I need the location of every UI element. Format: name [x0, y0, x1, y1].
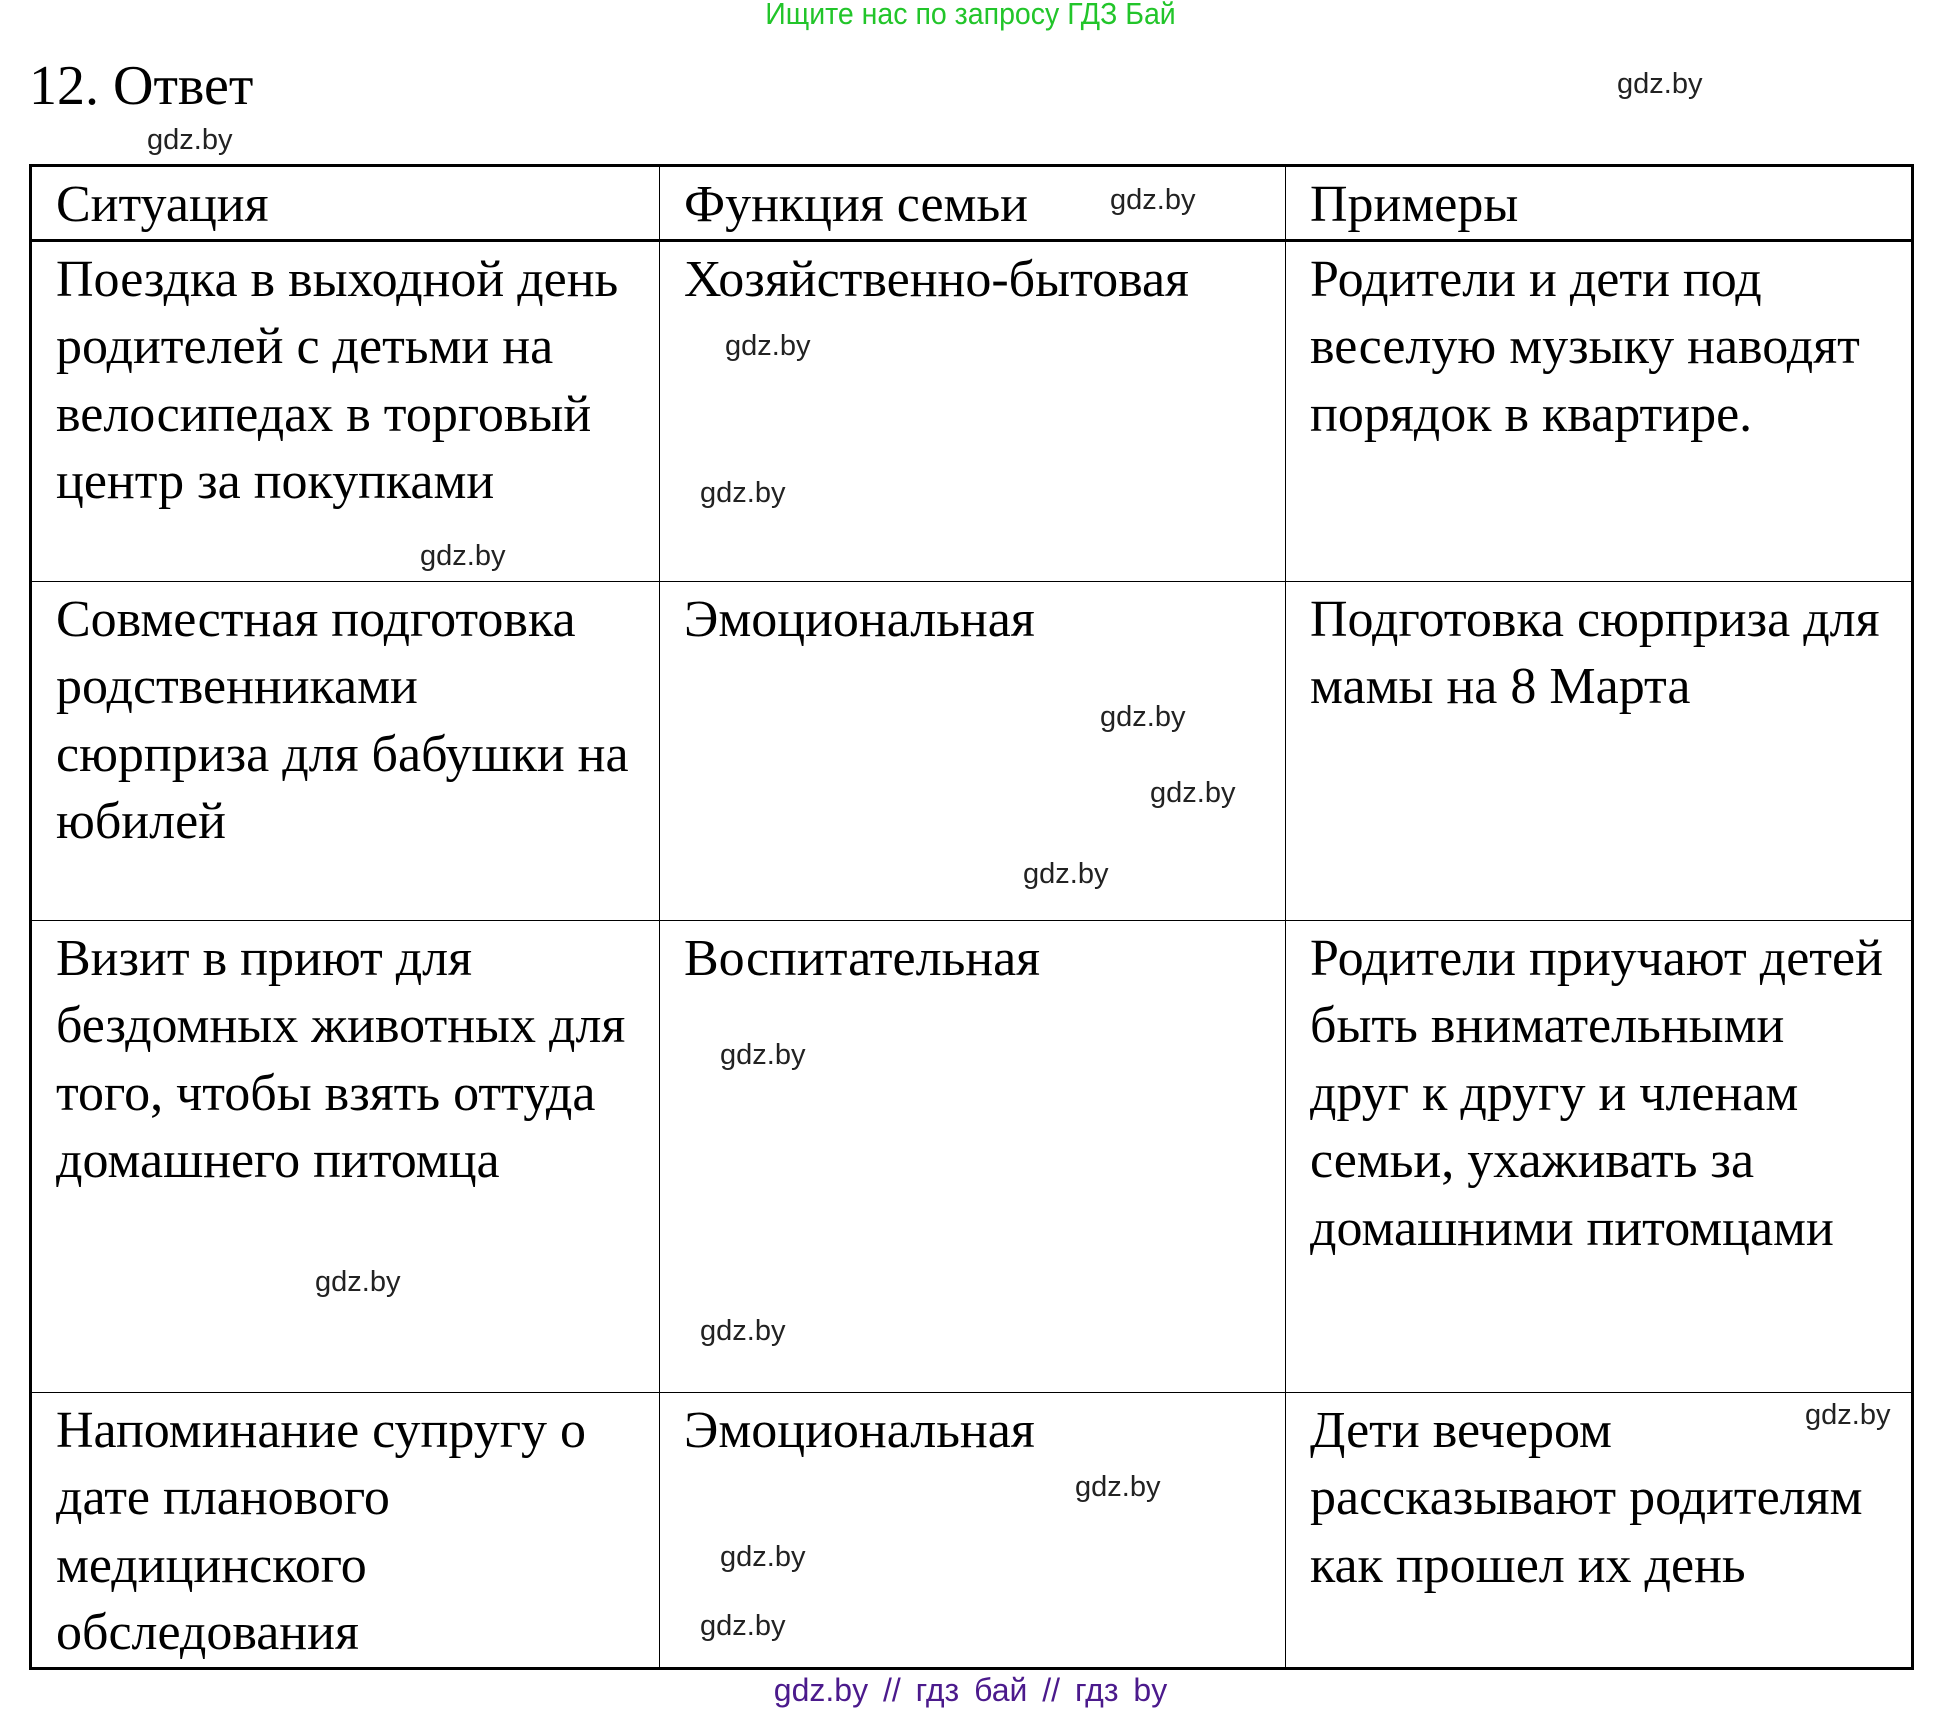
situation-cell: Поездка в выходной день родителей с детьми на велосипедах в торговый центр за покупками	[31, 240, 660, 581]
footer-links: gdz.by // гдз бай // гдз by	[773, 1672, 1168, 1708]
header-family-function: Функция семьи	[660, 166, 1286, 241]
page-title: 12. Ответ	[29, 55, 254, 117]
watermark: gdz.by	[1617, 68, 1703, 100]
watermark: gdz.by	[1075, 1471, 1161, 1503]
watermark: gdz.by	[315, 1266, 401, 1298]
table-row	[31, 240, 1913, 581]
example-cell: Подготовка сюрприза для мамы на 8 Марта	[1286, 581, 1913, 920]
situation-cell: Совместная подготовка родственниками сюрприза для бабушки на юбилей	[31, 581, 660, 920]
watermark: gdz.by	[1805, 1399, 1891, 1431]
watermark: gdz.by	[1110, 184, 1196, 216]
table-row	[31, 920, 1913, 1392]
watermark: gdz.by	[725, 330, 811, 362]
function-cell: Эмоциональная	[660, 1392, 1286, 1668]
function-cell: Эмоциональная	[660, 581, 1286, 920]
watermark: gdz.by	[700, 1610, 786, 1642]
search-banner: Ищите нас по запросу ГДЗ Бай	[765, 0, 1176, 31]
example-cell: Дети вечером рассказывают родителям как прошел их день	[1286, 1392, 1913, 1668]
function-cell: Воспитательная	[660, 920, 1286, 1392]
watermark: gdz.by	[720, 1039, 806, 1071]
table-header-row	[31, 166, 1913, 241]
header-examples: Примеры	[1286, 166, 1913, 241]
watermark: gdz.by	[700, 1315, 786, 1347]
table-row	[31, 581, 1913, 920]
watermark: gdz.by	[1023, 858, 1109, 890]
answer-table	[29, 164, 1914, 1670]
header-situation: Ситуация	[31, 166, 660, 241]
watermark: gdz.by	[720, 1541, 806, 1573]
function-cell: Хозяйственно-бытовая	[660, 240, 1286, 581]
example-cell: Родители и дети под веселую музыку наводят порядок в квартире.	[1286, 240, 1913, 581]
watermark: gdz.by	[700, 477, 786, 509]
situation-cell: Напоминание супругу о дате планового медицинского обследования	[31, 1392, 660, 1668]
table-row	[31, 1392, 1913, 1668]
watermark: gdz.by	[420, 540, 506, 572]
example-cell: Родители приучают детей быть внимательными друг к другу и членам семьи, ухаживать за домашними питомцами	[1286, 920, 1913, 1392]
situation-cell: Визит в приют для бездомных животных для того, чтобы взять оттуда домашнего питомца	[31, 920, 660, 1392]
watermark: gdz.by	[1100, 701, 1186, 733]
watermark: gdz.by	[1150, 777, 1236, 809]
watermark: gdz.by	[147, 124, 233, 156]
